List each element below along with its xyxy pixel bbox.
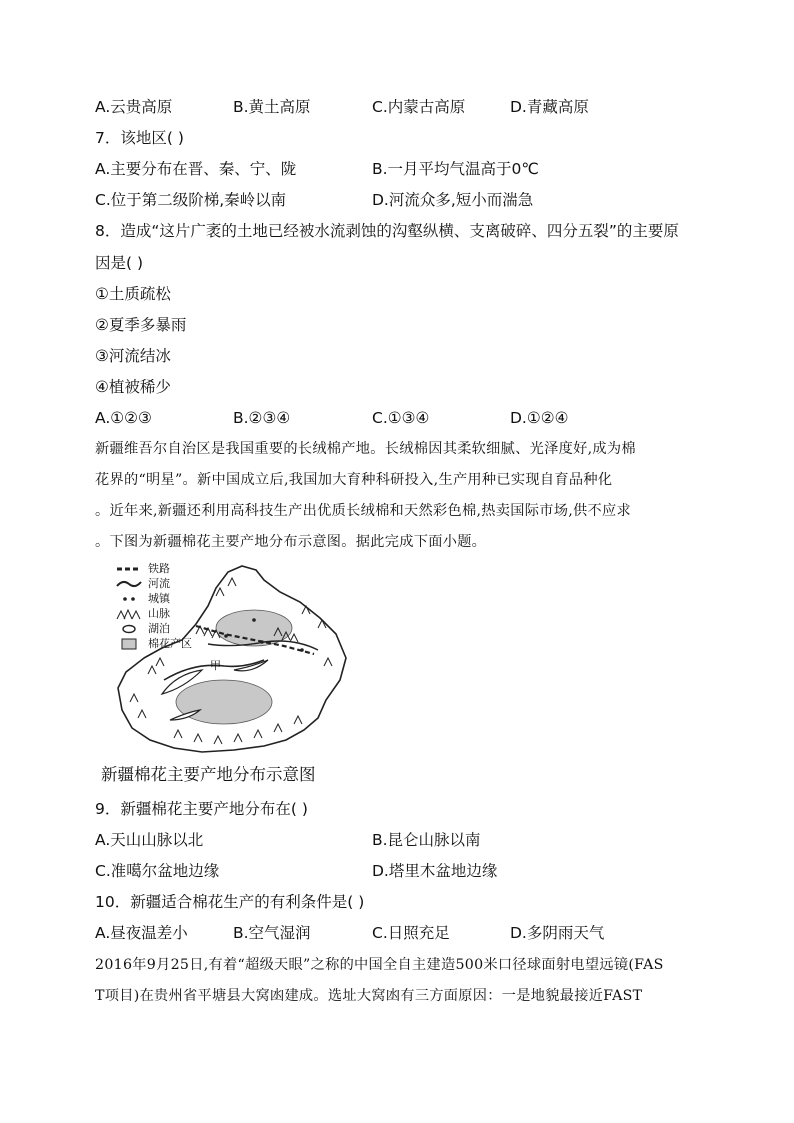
- q9-option-a: A.天山山脉以北: [95, 831, 204, 849]
- map-label-jia: 甲: [210, 659, 221, 672]
- town-4: [252, 618, 256, 622]
- q8-item-1: ①土质疏松: [95, 285, 171, 303]
- q7-option-a: A.主要分布在晋、秦、宁、陇: [95, 160, 297, 178]
- town-2: [260, 640, 264, 644]
- q8-item-4: ④植被稀少: [95, 378, 171, 396]
- q9-stem: 9．新疆棉花主要产地分布在( ): [95, 800, 308, 818]
- passage1-line3: 。近年来,新疆还利用高科技生产出优质长绒棉和天然彩色棉,热卖国际市场,供不应求: [95, 503, 631, 519]
- q10-option-c: C.日照充足: [372, 924, 450, 942]
- passage1-line4: 。下图为新疆棉花主要产地分布示意图。据此完成下面小题。: [95, 534, 487, 550]
- q8-item-2: ②夏季多暴雨: [95, 316, 187, 334]
- q10-option-b: B.空气湿润: [233, 924, 311, 942]
- legend-label: 城镇: [148, 592, 170, 605]
- q10-option-a: A.昼夜温差小: [95, 924, 188, 942]
- passage1-line1: 新疆维吾尔自治区是我国重要的长绒棉产地。长绒棉因其柔软细腻、光泽度好,成为棉: [95, 441, 636, 457]
- q7-option-d: D.河流众多,短小而湍急: [372, 191, 534, 209]
- q8-item-3: ③河流结冰: [95, 347, 171, 365]
- cotton-area-icon: [116, 638, 142, 650]
- q7-stem: 7．该地区( ): [95, 129, 184, 147]
- q6-option-d: D.青藏高原: [510, 98, 589, 116]
- q8-stem-line2: 因是( ): [95, 254, 144, 272]
- passage1-line2: 花界的“明星”。新中国成立后,我国加大育种科研投入,生产用种已实现自育品种化: [95, 472, 613, 488]
- q6-option-b: B.黄土高原: [233, 98, 311, 116]
- q8-stem-line1: 8．造成“这片广袤的土地已经被水流剥蚀的沟壑纵横、支离破碎、四分五裂”的主要原: [95, 222, 679, 240]
- map-drawing: [104, 562, 350, 758]
- town-icon: [116, 593, 142, 605]
- q6-option-c: C.内蒙古高原: [372, 98, 466, 116]
- cotton-area-south: [176, 680, 272, 724]
- lake-icon: [116, 623, 142, 635]
- xinjiang-cotton-map: [104, 562, 350, 758]
- legend-label: 棉花产区: [148, 637, 192, 650]
- passage2-line2: T项目)在贵州省平塘县大窝凼建成。选址大窝凼有三方面原因：一是地貌最接近FAST: [95, 988, 643, 1004]
- legend-label: 河流: [148, 577, 170, 590]
- q9-option-d: D.塔里木盆地边缘: [372, 862, 498, 880]
- passage2-line1: 2016年9月25日,有着“超级天眼”之称的中国全自主建造500米口径球面射电望远镜(FAS: [95, 957, 664, 973]
- q8-option-c: C.①③④: [372, 409, 430, 427]
- q8-option-d: D.①②④: [510, 409, 569, 427]
- legend-label: 铁路: [148, 562, 170, 575]
- legend-label: 山脉: [148, 607, 170, 620]
- q6-option-a: A.云贵高原: [95, 98, 173, 116]
- town-1: [224, 634, 228, 638]
- q7-option-c: C.位于第二级阶梯,秦岭以南: [95, 191, 287, 209]
- q8-option-b: B.②③④: [233, 409, 291, 427]
- map-caption: 新疆棉花主要产地分布示意图: [101, 765, 316, 784]
- town-3: [300, 648, 304, 652]
- q8-option-a: A.①②③: [95, 409, 152, 427]
- q10-stem: 10．新疆适合棉花生产的有利条件是( ): [95, 893, 365, 911]
- q9-option-c: C.准噶尔盆地边缘: [95, 862, 220, 880]
- q10-option-d: D.多阴雨天气: [510, 924, 605, 942]
- q7-option-b: B.一月平均气温高于0℃: [372, 160, 539, 178]
- river-icon: [116, 578, 142, 590]
- q9-option-b: B.昆仑山脉以南: [372, 831, 481, 849]
- mountain-icon: [116, 608, 142, 620]
- railway-icon: [116, 563, 142, 575]
- legend-label: 湖泊: [148, 622, 170, 635]
